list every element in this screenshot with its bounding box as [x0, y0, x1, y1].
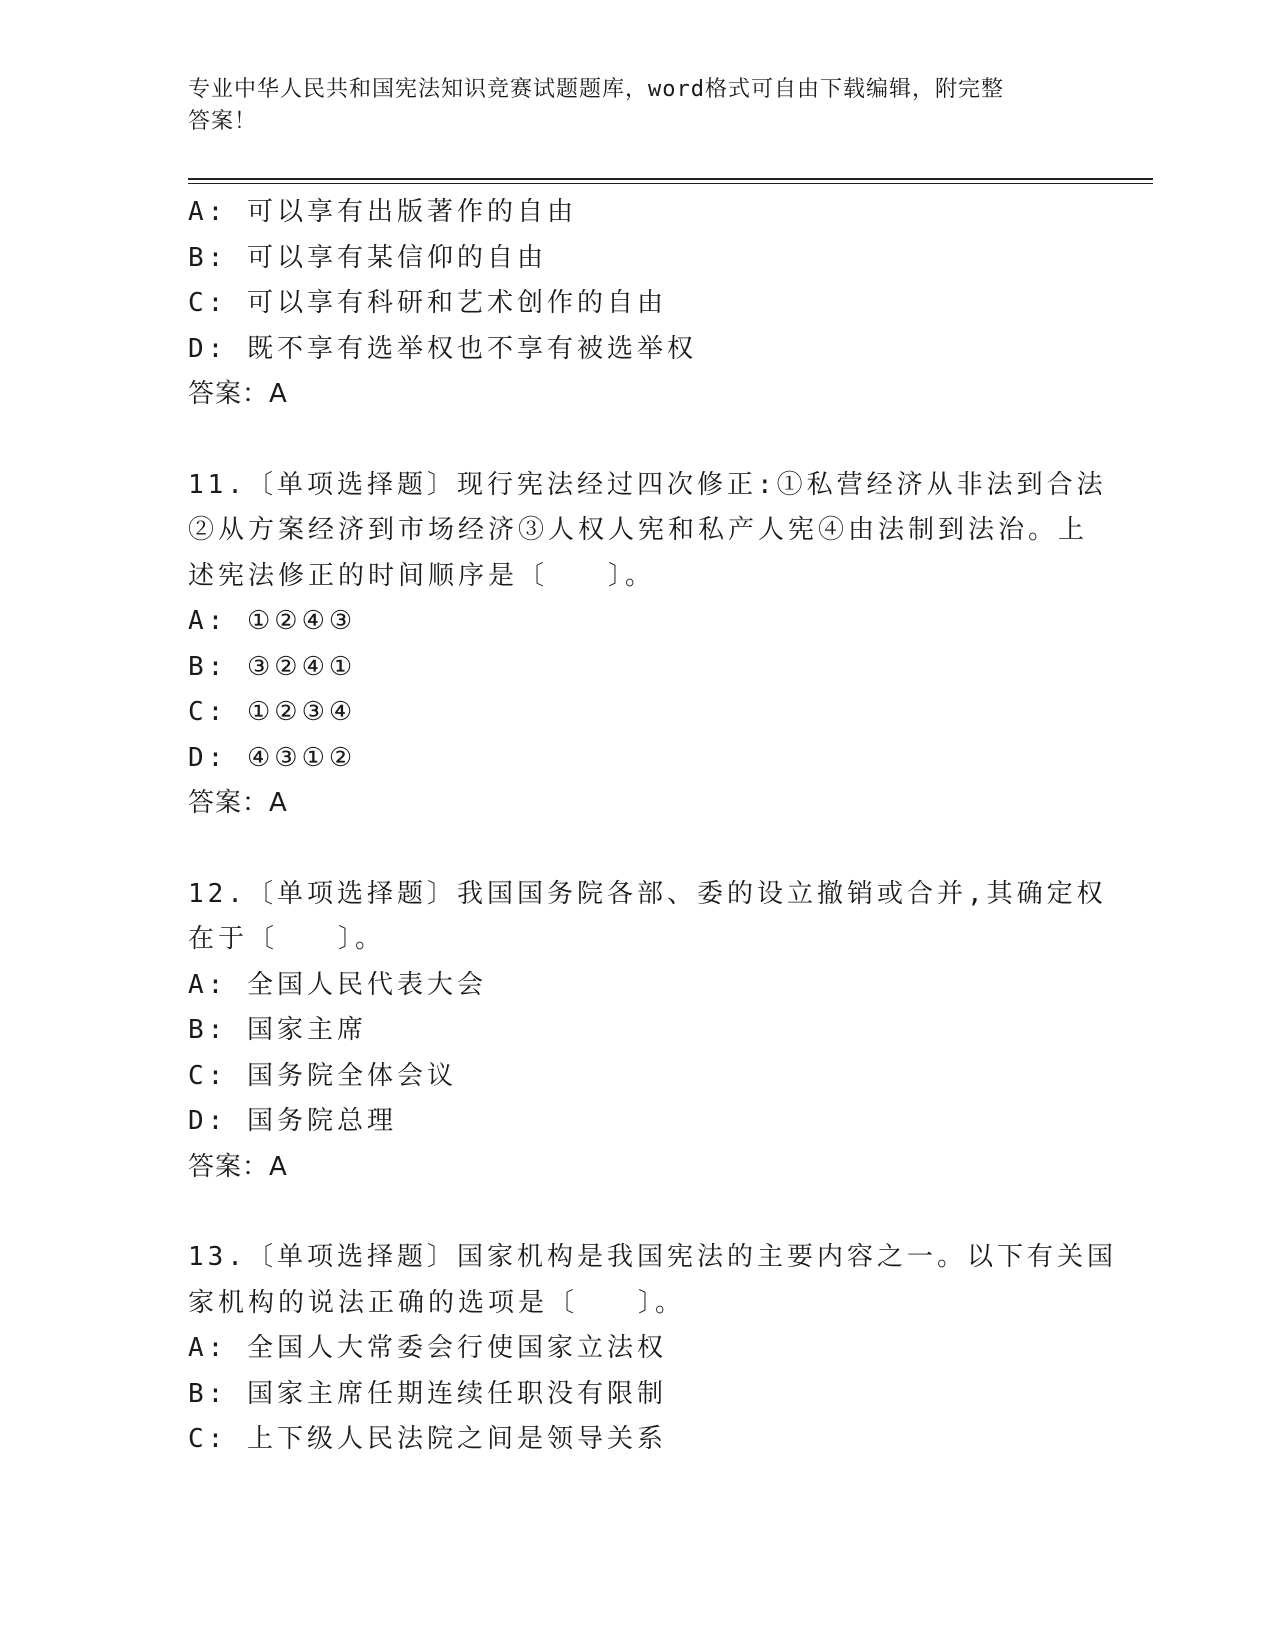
option-c: C: 国务院全体会议 [188, 1060, 457, 1091]
question-stem: ②从方案经济到市场经济③人权人宪和私产人宪④由法制到法治。上 [188, 515, 1089, 545]
question-stem: 11.〔单项选择题〕现行宪法经过四次修正:①私营经济从非法到合法 [188, 469, 1107, 500]
option-c: C: 可以享有科研和艺术创作的自由 [188, 288, 667, 318]
question-stem: 述宪法修正的时间顺序是〔 〕。 [188, 560, 656, 591]
option-b: B: 国家主席任期连续任职没有限制 [188, 1378, 667, 1409]
option-d: D: 既不享有选举权也不享有被选举权 [188, 333, 697, 364]
option-c: C: ①②③④ [188, 697, 357, 727]
option-a: A: ①②④③ [188, 606, 357, 636]
option-d: D: 国务院总理 [188, 1106, 397, 1136]
question-12 [188, 872, 1107, 1191]
question-13 [188, 1235, 1117, 1463]
header-rule [188, 178, 1153, 180]
option-d: D: ④③①② [188, 742, 357, 773]
question-list [188, 190, 1117, 1463]
answer: 答案：A [188, 379, 288, 409]
option-a: A: 可以享有出版著作的自由 [188, 197, 577, 227]
option-b: B: 国家主席 [188, 1015, 367, 1045]
option-b: B: 可以享有某信仰的自由 [188, 242, 547, 273]
option-a: A: 全国人民代表大会 [188, 969, 487, 1000]
question-10-tail [188, 190, 1088, 418]
answer: 答案：A [188, 788, 288, 818]
document-header [188, 74, 1068, 138]
question-11 [188, 463, 1107, 827]
header-rule-thin [188, 183, 1153, 184]
option-b: B: ③②④① [188, 651, 357, 682]
header-line-1: 专业中华人民共和国宪法知识竞赛试题题库，word格式可自由下载编辑，附完整 [188, 77, 1004, 102]
question-stem: 在于〔 〕。 [188, 924, 386, 954]
answer: 答案：A [188, 1151, 288, 1182]
option-c: C: 上下级人民法院之间是领导关系 [188, 1424, 667, 1454]
question-stem: 12.〔单项选择题〕我国国务院各部、委的设立撤销或合并,其确定权 [188, 878, 1107, 909]
option-a: A: 全国人大常委会行使国家立法权 [188, 1333, 667, 1363]
header-line-2: 答案！ [188, 109, 258, 134]
question-stem: 家机构的说法正确的选项是〔 〕。 [188, 1287, 686, 1318]
question-stem: 13.〔单项选择题〕国家机构是我国宪法的主要内容之一。以下有关国 [188, 1242, 1117, 1272]
